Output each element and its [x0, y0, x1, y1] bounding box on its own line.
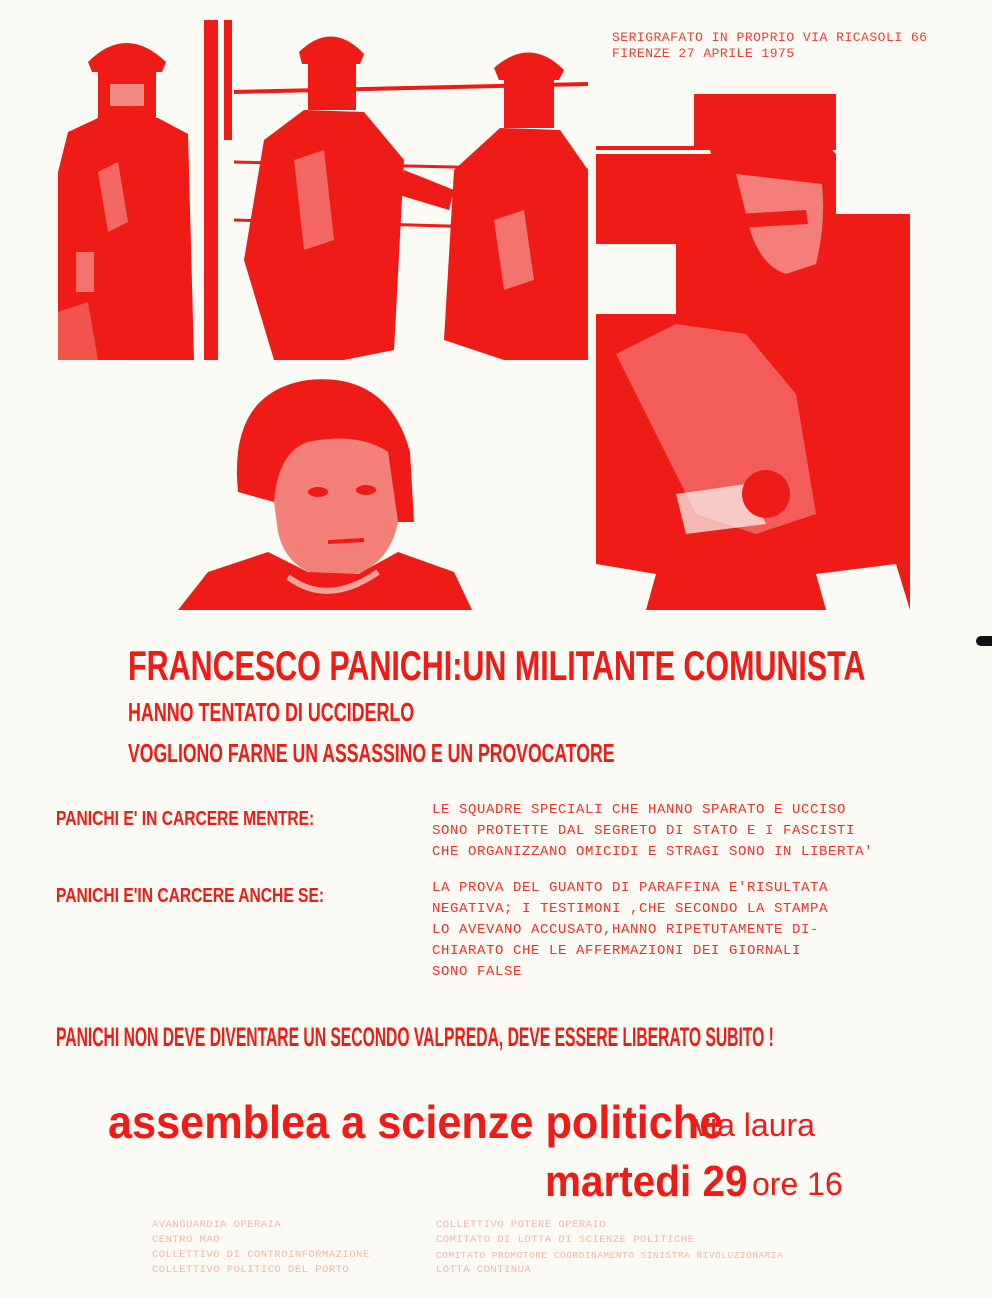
printer-note: [612, 30, 927, 62]
headline-title: FRANCESCO PANICHI:UN MILITANTE COMUNISTA: [128, 642, 866, 689]
signatory: COLLETTIVO POLITICO DEL PORTO: [152, 1264, 350, 1276]
signatory: COLLETTIVO POTERE OPERAIO: [436, 1219, 607, 1231]
photo-police-officer-left: [58, 22, 194, 360]
signatory: COLLETTIVO DI CONTROINFORMAZIONE: [152, 1249, 370, 1261]
section-text-line: LE SQUADRE SPECIALI CHE HANNO SPARATO E UCCISO: [432, 802, 847, 818]
printer-note-line: FIRENZE 27 APRILE 1975: [612, 46, 795, 61]
assembly-day: martedi 29: [545, 1157, 748, 1206]
assembly-event: assemblea a scienze politiche: [108, 1096, 724, 1148]
slogan: PANICHI NON DEVE DIVENTARE UN SECONDO VALPREDA, DEVE ESSERE LIBERATO SUBITO !: [56, 1022, 774, 1052]
section-label-mentre: PANICHI E' IN CARCERE MENTRE:: [56, 808, 315, 830]
headline-subtitle-1: HANNO TENTATO DI UCCIDERLO: [128, 697, 415, 727]
signatory: AVANGUARDIA OPERAIA: [152, 1219, 282, 1231]
section-text-line: LA PROVA DEL GUANTO DI PARAFFINA E'RISULTATA: [432, 880, 829, 896]
signatories-left: [152, 1218, 370, 1278]
assembly-time: ore 16: [752, 1166, 843, 1202]
section-label-anche-se: PANICHI E'IN CARCERE ANCHE SE:: [56, 885, 325, 907]
section-text-line: SONO FALSE: [432, 964, 523, 980]
photo-francesco-panichi: [178, 372, 472, 610]
signatory: LOTTA CONTINUA: [436, 1264, 532, 1276]
headline-subtitle-2: VOGLIONO FARNE UN ASSASSINO E UN PROVOCATORE: [128, 738, 615, 768]
section-text-line: CHIARATO CHE LE AFFERMAZIONI DEI GIORNALI: [432, 943, 802, 959]
section-text-mentre: [432, 800, 873, 863]
signatories-right: [436, 1218, 783, 1278]
printer-note-line: SERIGRAFATO IN PROPRIO VIA RICASOLI 66: [612, 30, 928, 45]
signatory: COMITATO DI LOTTA DI SCIENZE POLITICHE: [436, 1234, 695, 1246]
section-text-line: NEGATIVA; I TESTIMONI ,CHE SECONDO LA STAMPA: [432, 901, 829, 917]
signatory: COMITATO PROMOTORE COORDINAMENTO SINISTRA RIVOLUZIONARIA: [436, 1250, 784, 1261]
assembly-place: via laura: [694, 1107, 815, 1143]
photo-police-officers-group: [204, 20, 588, 360]
section-text-line: CHE ORGANIZZANO OMICIDI E STRAGI SONO IN LIBERTA': [432, 844, 874, 860]
signatory: CENTRO MAO: [152, 1234, 221, 1246]
section-text-anche-se: [432, 878, 828, 983]
photo-officer-closeup: [596, 94, 910, 610]
section-text-line: LO AVEVANO ACCUSATO,HANNO RIPETUTAMENTE DI-: [432, 922, 820, 938]
section-text-line: SONO PROTETTE DAL SEGRETO DI STATO E I FASCISTI: [432, 823, 856, 839]
tape-mark: [976, 636, 992, 646]
